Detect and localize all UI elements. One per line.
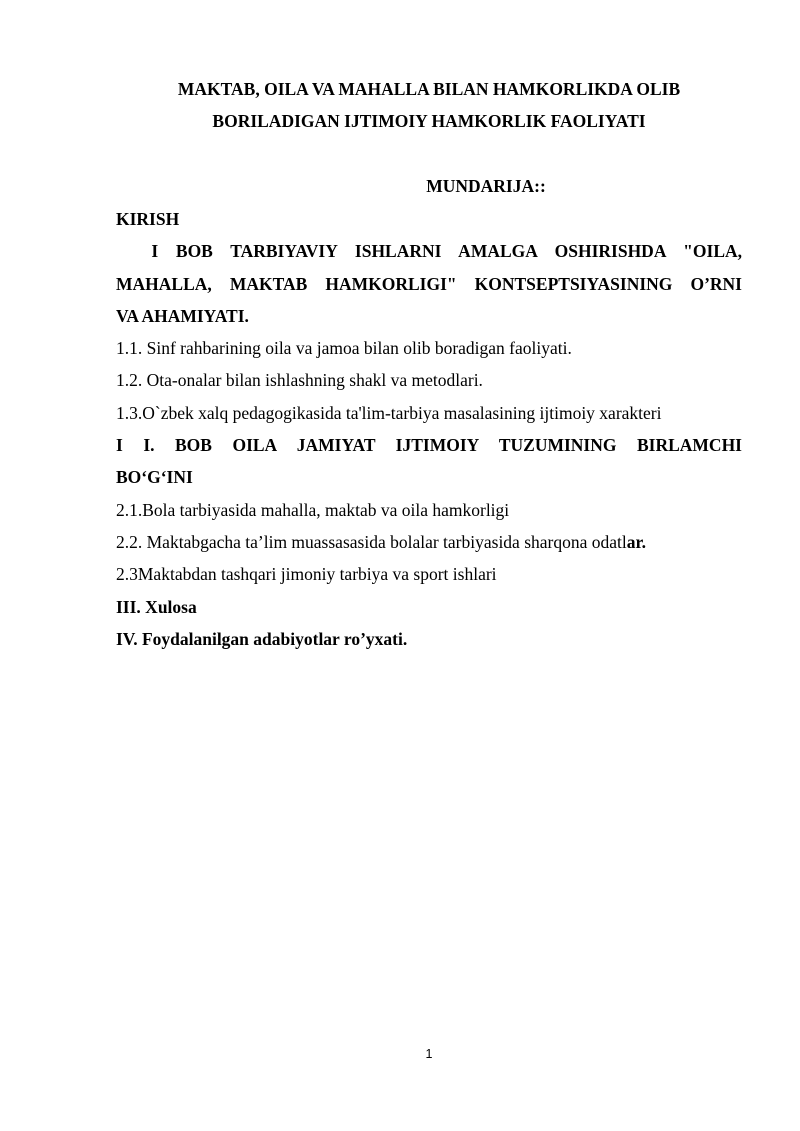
toc-chapter-1 xyxy=(116,235,742,332)
toc-section-1-1: 1.1. Sinf rahbarining oila va jamoa bilan olib boradigan faoliyati. xyxy=(116,338,572,359)
toc-intro: KIRISH xyxy=(116,209,180,229)
chapter-2-line-1: I I. BOB OILA JAMIYAT IJTIMOIY TUZUMINING BIRLAMCHI xyxy=(116,435,742,456)
chapter-1-line-2: MAHALLA, MAKTAB HAMKORLIGI" KONTSEPTSIYASINING O’RNI xyxy=(116,273,742,294)
section-2-2-text: 2.2. Maktabgacha ta’lim muassasasida bolalar tarbiyasida sharqona odatl xyxy=(116,531,627,552)
toc-section-2-2 xyxy=(116,526,742,558)
toc-section-1-2: 1.2. Ota-onalar bilan ishlashning shakl va metodlari. xyxy=(116,370,483,391)
chapter-2-line-2: BO‘G‘INI xyxy=(116,467,193,488)
title-line-2: BORILADIGAN IJTIMOIY HAMKORLIK FAOLIYATI xyxy=(212,111,646,131)
toc-section-1-3: 1.3.O`zbek xalq pedagogikasida ta'lim-tarbiya masalasining ijtimoiy xarakteri xyxy=(116,402,662,423)
toc-conclusion: III. Xulosa xyxy=(116,596,197,617)
toc-section-2-1: 2.1.Bola tarbiyasida mahalla, maktab va oila hamkorligi xyxy=(116,499,510,520)
section-2-2-bold-suffix: ar. xyxy=(626,531,647,552)
toc-chapter-2 xyxy=(116,429,742,494)
toc-heading: MUNDARIJA:: xyxy=(426,176,546,196)
document-title xyxy=(116,73,742,137)
chapter-1-line-3: VA AHAMIYATI. xyxy=(116,305,249,326)
title-line-1: MAKTAB, OILA VA MAHALLA BILAN HAMKORLIKDA OLIB xyxy=(177,79,681,99)
table-of-contents xyxy=(116,203,742,655)
chapter-1-line-1: I BOB TARBIYAVIY ISHLARNI AMALGA OSHIRISHDA "OILA, xyxy=(116,241,743,262)
toc-section-2-3: 2.3Maktabdan tashqari jimoniy tarbiya va sport ishlari xyxy=(116,564,497,585)
toc-references: IV. Foydalanilgan adabiyotlar ro’yxati. xyxy=(116,628,408,649)
page-number: 1 xyxy=(425,1047,433,1061)
